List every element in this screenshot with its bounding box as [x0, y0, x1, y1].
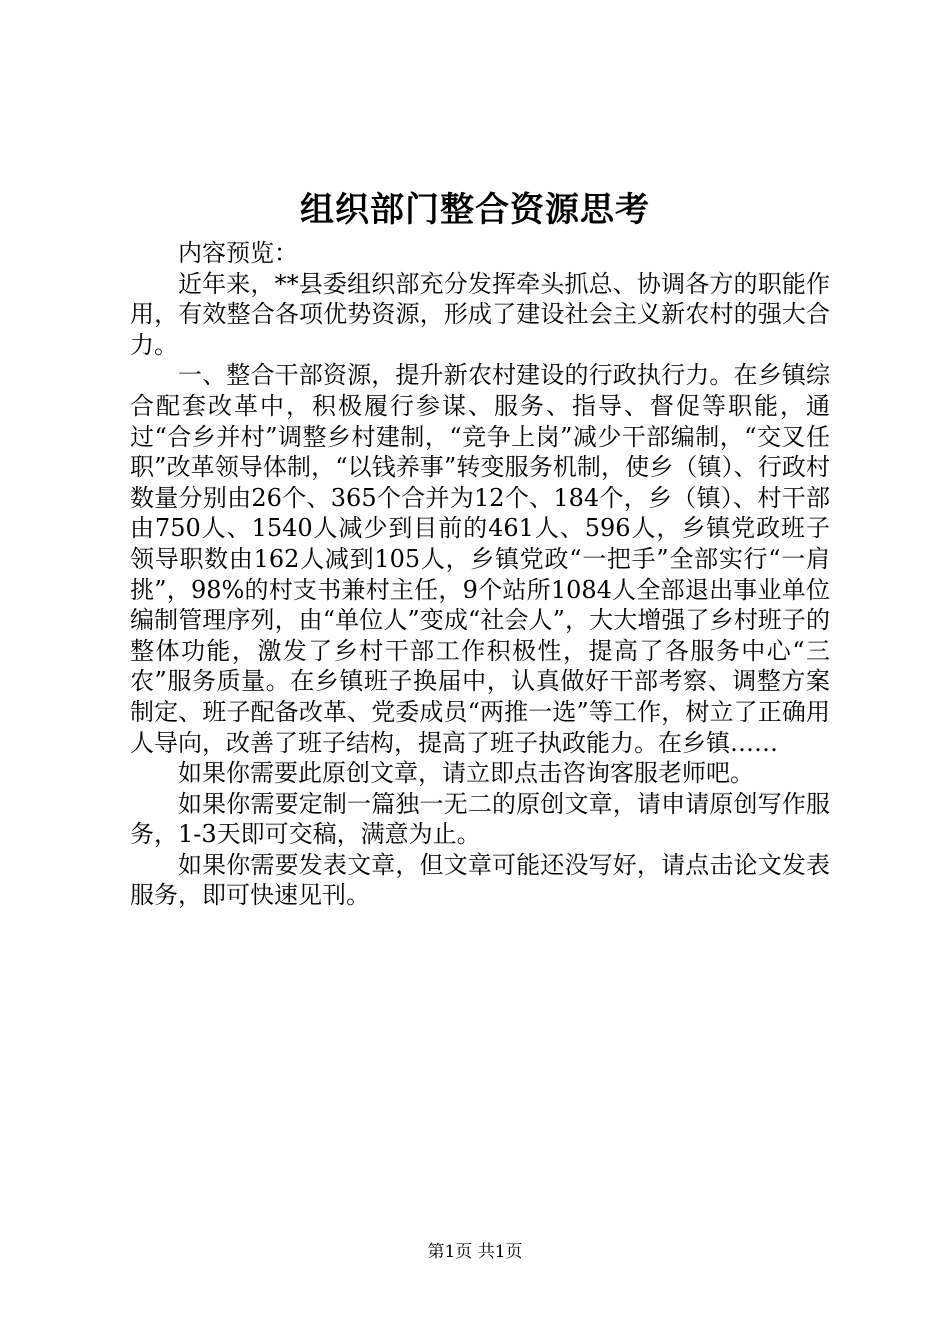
page-number-footer: 第1页 共1页 [427, 1242, 523, 1262]
paragraph-consult-service: 如果你需要此原创文章，请立即点击咨询客服老师吧。 [178, 759, 754, 788]
paragraph-cadre-resources: 一、整合干部资源，提升新农村建设的行政执行力。在乡镇综合配套改革中，积极履行参谋、服务、指导、督促等职能，通过“合乡并村”调整乡村建制，“竞争上岗”减少干部编制，“交叉任职”改革领导体制，“以钱养事”转变服务机制，使乡（镇）、行政村数量分别由26个、365个合并为12个、184个，乡（镇）、村干部由750人、1540人减少到目前的461人、596人，乡镇党政班子领导职数由162人减到105人，乡镇党政“一把手”全部实行“一肩挑”，98%的村支书兼村主任，9个站所1084人全部退出事业单位编制管理序列，由“单位人”变成“社会人”，大大增强了乡村班子的整体功能，激发了乡村干部工作积极性，提高了各服务中心“三农”服务质量。在乡镇班子换届中，认真做好干部考察、调整方案制定、班子配备改革、党委成员“两推一选”等工作，树立了正确用人导向，改善了班子结构，提高了班子执政能力。在乡镇…… [130, 361, 830, 757]
document-title: 组织部门整合资源思考 [300, 190, 650, 230]
preview-label: 内容预览： [178, 239, 298, 267]
paragraph-custom-writing: 如果你需要定制一篇独一无二的原创文章，请申请原创写作服务，1-3天即可交稿，满意为止。 [130, 789, 830, 849]
document-body [130, 238, 830, 911]
paragraph-intro: 近年来，**县委组织部充分发挥牵头抓总、协调各方的职能作用，有效整合各项优势资源，形成了建设社会主义新农村的强大合力。 [130, 269, 830, 359]
paragraph-publish-service: 如果你需要发表文章，但文章可能还没写好，请点击论文发表服务，即可快速见刊。 [130, 850, 830, 910]
